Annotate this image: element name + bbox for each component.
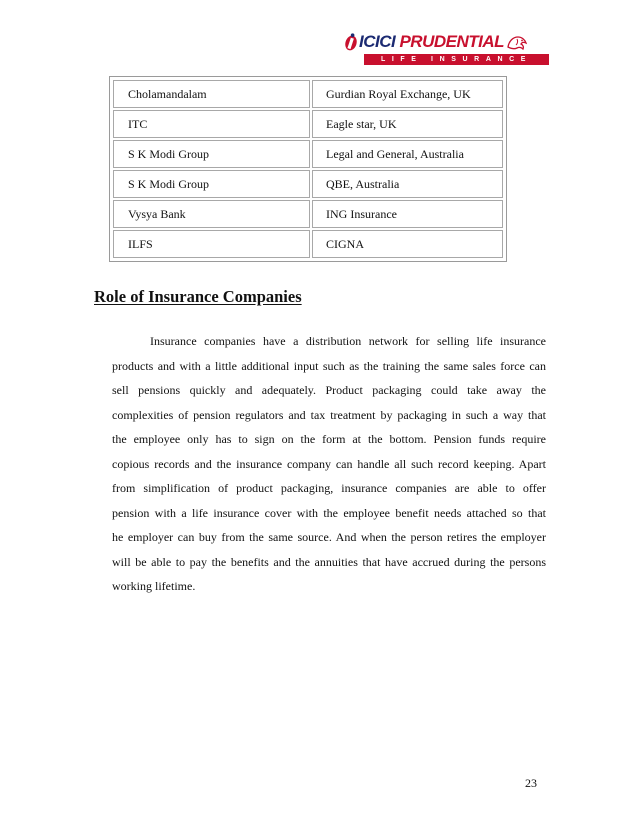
paragraph-line: pension with a life insurance cover with the employee benefit needs attached so that [112,505,546,520]
icici-mark-icon [344,32,358,52]
table-row [113,170,503,198]
logo-brand-icici: ICICI [359,32,400,51]
paragraph-line: working lifetime. [112,579,196,593]
section-heading: Role of Insurance Companies [94,287,302,306]
foreign-partner-cell: CIGNA [312,230,503,258]
logo-tagline: LIFE INSURANCE [364,54,549,65]
paragraph-line: he employer can buy from the same source. And when the person retires the employer [112,530,546,544]
indian-partner-cell: Cholamandalam [113,80,310,108]
foreign-partner-cell: QBE, Australia [312,170,503,198]
indian-partner-cell: S K Modi Group [113,140,310,168]
table-row [113,140,503,168]
foreign-partner-cell: Eagle star, UK [312,110,503,138]
paragraph-line: will be able to pay the benefits and the annuities that have accrued during the persons [112,554,546,569]
table-row [113,80,503,108]
logo-brand-prudential: PRUDENTIAL [399,32,505,51]
foreign-partner-cell: ING Insurance [312,200,503,228]
indian-partner-cell: S K Modi Group [113,170,310,198]
table-row [113,200,503,228]
paragraph-line: copious records and the insurance company can handle all such record keeping. Apart [112,456,546,471]
foreign-partner-cell: Legal and General, Australia [312,140,503,168]
foreign-partner-cell: Gurdian Royal Exchange, UK [312,80,503,108]
table-row [113,110,503,138]
indian-partner-cell: ITC [113,110,310,138]
icici-prudential-logo [344,31,554,69]
page-number: 23 [525,776,537,790]
indian-partner-cell: ILFS [113,230,310,258]
paragraph-line: complexities of pension regulators and tax treatment by packaging in such a way that [112,407,546,422]
indian-partner-cell: Vysya Bank [113,200,310,228]
partners-table [109,76,507,262]
body-paragraph [112,329,546,599]
paragraph-line: the employee only has to sign on the form at the bottom. Pension funds require [112,432,546,446]
paragraph-line: products and with a little additional input such as the training the same sales force can [112,358,546,373]
lion-emblem-icon [505,32,529,52]
paragraph-line: sell pensions quickly and adequately. Product packaging could take away the [112,383,546,397]
logo-brand-text [359,32,504,52]
paragraph-line: Insurance companies have a distribution network for selling life insurance [150,334,546,348]
logo-wordmark [344,31,529,53]
paragraph-line: from simplification of product packaging, insurance companies are able to offer [112,481,546,495]
table-row [113,230,503,258]
